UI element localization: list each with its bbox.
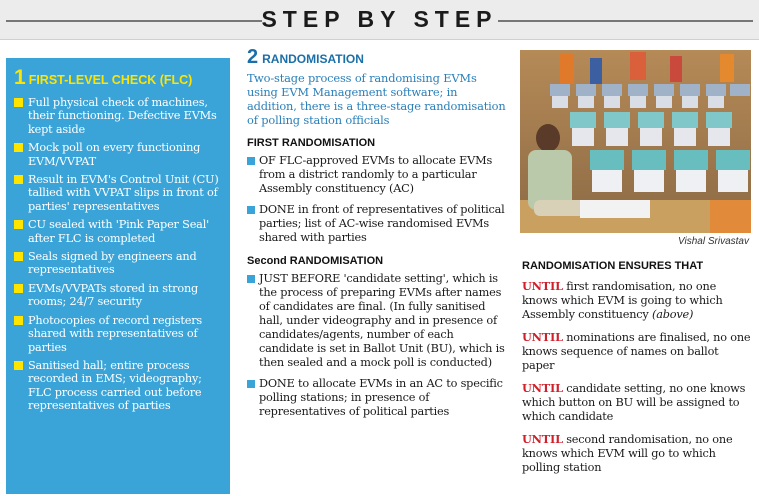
square-bullet-icon bbox=[14, 361, 23, 370]
flc-number: 1 bbox=[14, 66, 26, 89]
first-randomisation-heading: FIRST RANDOMISATION bbox=[247, 137, 376, 149]
randomisation-heading bbox=[247, 46, 507, 69]
square-bullet-icon bbox=[14, 143, 23, 152]
square-bullet-icon bbox=[247, 206, 255, 214]
photo-illustration bbox=[520, 50, 751, 233]
square-bullet-icon bbox=[14, 284, 23, 293]
square-bullet-icon bbox=[14, 252, 23, 261]
header-rule-right bbox=[498, 20, 753, 22]
photo-credit: Vishal Srivastav bbox=[678, 236, 749, 247]
list-item: Sanitised hall; entire process recorded in EMS; videography; FLC process carried out before representatives of parties bbox=[14, 359, 224, 413]
square-bullet-icon bbox=[14, 98, 23, 107]
list-item: Seals signed by engineers and representatives bbox=[14, 250, 224, 277]
list-item: EVMs/VVPATs stored in strong rooms; 24/7 security bbox=[14, 282, 224, 309]
square-bullet-icon bbox=[247, 380, 255, 388]
flc-panel bbox=[6, 58, 230, 494]
ensures-section bbox=[522, 260, 754, 483]
list-item: UNTIL candidate setting, no one knows which button on BU will be assigned to which candidate bbox=[522, 381, 746, 423]
list-item: DONE to allocate EVMs in an AC to specific polling stations; in presence of representatives of political parties bbox=[247, 377, 507, 419]
list-item: Mock poll on every functioning EVM/VVPAT bbox=[14, 141, 224, 168]
header-banner bbox=[0, 0, 759, 40]
list-item: DONE in front of representatives of political parties; list of AC-wise randomised EVMs shared with parties bbox=[247, 203, 507, 245]
randomisation-title: RANDOMISATION bbox=[262, 52, 364, 66]
list-item: OF FLC-approved EVMs to allocate EVMs from a district randomly to a particular Assembly constituency (AC) bbox=[247, 154, 507, 196]
square-bullet-icon bbox=[14, 220, 23, 229]
list-item: Result in EVM's Control Unit (CU) tallied with VVPAT slips in front of parties' representatives bbox=[14, 173, 224, 213]
list-item: UNTIL first randomisation, no one knows which EVM is going to which Assembly constituency (above) bbox=[522, 279, 723, 321]
square-bullet-icon bbox=[14, 175, 23, 184]
flc-title: FIRST-LEVEL CHECK (FLC) bbox=[28, 73, 193, 87]
second-randomisation-heading: Second RANDOMISATION bbox=[247, 255, 384, 267]
list-item: UNTIL second randomisation, no one knows which EVM will go to which polling station bbox=[522, 432, 733, 474]
flc-list bbox=[14, 96, 224, 413]
square-bullet-icon bbox=[14, 316, 23, 325]
list-item: JUST BEFORE 'candidate setting', which is the process of preparing EVMs after names of candidates are final. (In fully sanitised hall, under videography and in presence of candidates/agents, number of each candidate is set in Ballot Unit (BU), which is then sealed and a mock poll is conducted) bbox=[247, 272, 507, 370]
square-bullet-icon bbox=[247, 275, 255, 283]
flc-heading bbox=[14, 66, 224, 90]
randomisation-number: 2 bbox=[247, 46, 259, 68]
list-item: Photocopies of record registers shared with representatives of parties bbox=[14, 314, 224, 354]
list-item: CU sealed with 'Pink Paper Seal' after FLC is completed bbox=[14, 218, 224, 245]
randomisation-intro: Two-stage process of randomising EVMs using EVM Management software; in addition, there is a three-stage randomisation of polling station officials bbox=[247, 71, 506, 127]
square-bullet-icon bbox=[247, 157, 255, 165]
ensures-heading: RANDOMISATION ENSURES THAT bbox=[522, 260, 704, 272]
randomisation-section bbox=[247, 46, 507, 426]
list-item: Full physical check of machines, their functioning. Defective EVMs kept aside bbox=[14, 96, 224, 136]
list-item: UNTIL nominations are finalised, no one knows sequence of names on ballot paper bbox=[522, 330, 751, 372]
page-title: STEP BY STEP bbox=[261, 6, 498, 32]
evm-warehouse-photo bbox=[520, 50, 751, 233]
